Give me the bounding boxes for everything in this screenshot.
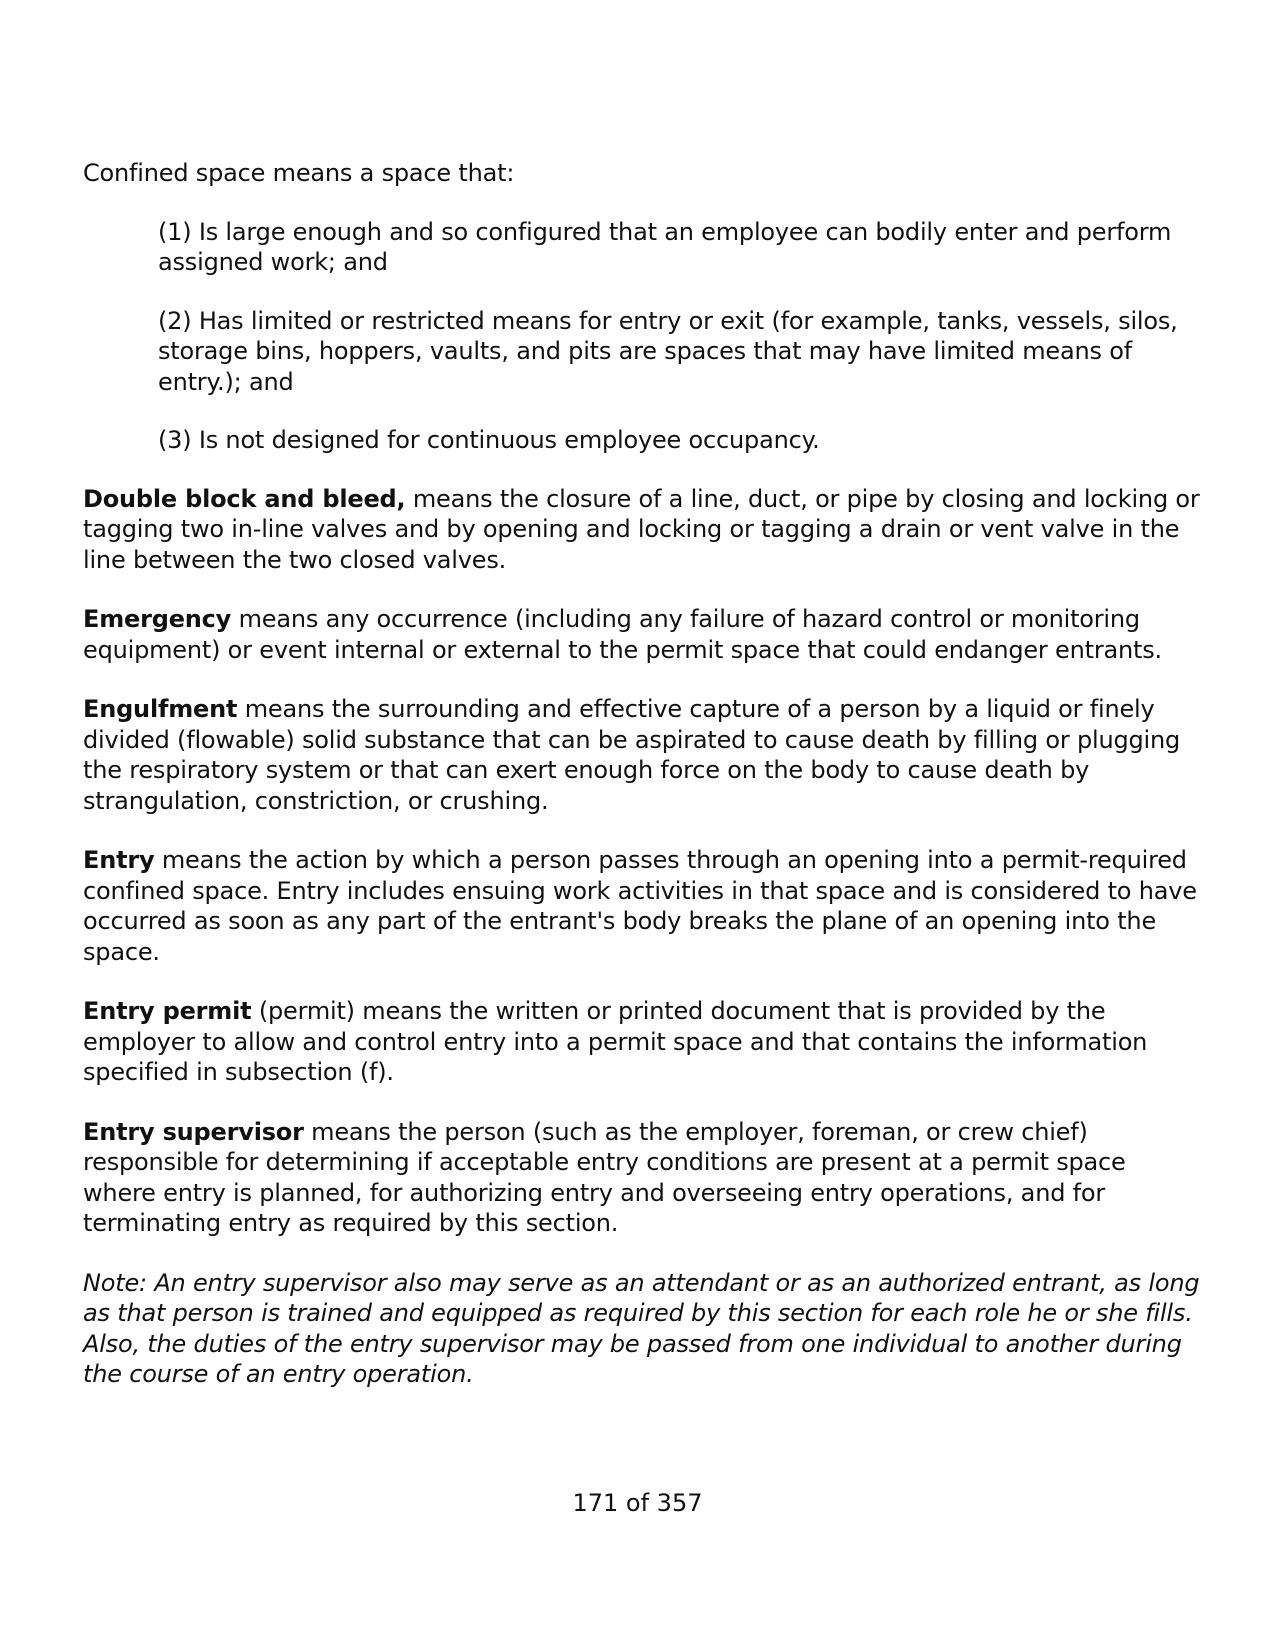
definition-emergency [83, 604, 1203, 665]
definition-term: Double block and bleed, [83, 484, 406, 513]
definition-text: means any occurrence (including any failure of hazard control or monitoring equipment) or event internal or external to the permit space that could endanger entrants. [83, 605, 1162, 664]
definition-text: (permit) means the written or printed document that is provided by the employer to allow and control entry into a permit space and that contains the information specified in subsection (f). [83, 997, 1148, 1086]
definition-term: Entry [83, 846, 155, 874]
confined-space-intro: Confined space means a space that: [83, 159, 515, 187]
confined-space-criterion-2: (2) Has limited or restricted means for entry or exit (for example, tanks, vessels, silos, storage bins, hoppers, vaults, and pits are spaces that may have limited means of entry.); and [158, 306, 1178, 396]
definition-text: means the action by which a person passes through an opening into a permit-required confined space. Entry includes ensuing work activities in that space and is considered to have occurred as soon as any part of the entrant's body breaks the plane of an opening into the space. [83, 846, 1197, 966]
entry-supervisor-note: Note: An entry supervisor also may serve as an attendant or as an authorized entrant, as long as that person is trained and equipped as required by this section for each role he or she fills. Also, the duties of the entry supervisor may be passed from one individual to another during the course of an entry operation. [83, 1268, 1200, 1388]
confined-space-criterion-1: (1) Is large enough and so configured that an employee can bodily enter and perform assigned work; and [158, 217, 1172, 276]
definition-entry-permit [83, 996, 1203, 1088]
definition-engulfment [83, 694, 1203, 816]
confined-space-criterion-3: (3) Is not designed for continuous employee occupancy. [158, 426, 820, 454]
definition-term: Entry permit [83, 997, 252, 1025]
page-number: 171 of 357 [572, 1489, 703, 1517]
definition-entry [83, 845, 1203, 967]
definition-entry-supervisor [83, 1117, 1203, 1239]
definition-term: Emergency [83, 605, 232, 633]
definition-term: Entry supervisor [83, 1117, 304, 1146]
document-body [83, 158, 1203, 1390]
definition-text: means the surrounding and effective capture of a person by a liquid or finely divided (flowable) solid substance that can be aspirated to cause death by filling or plugging the respiratory system or that can exert enough force on the body to cause death by strangulation, constriction, or crushing. [83, 695, 1181, 815]
definition-text: means the person (such as the employer, foreman, or crew chief) responsible for determining if acceptable entry conditions are present at a permit space where entry is planned, for authorizing entry and overseeing entry operations, and for terminating entry as required by this section. [83, 1117, 1126, 1237]
definition-double-block-and-bleed [83, 484, 1203, 576]
definition-text: means the closure of a line, duct, or pipe by closing and locking or tagging two in-line valves and by opening and locking or tagging a drain or vent valve in the line between the two closed valves. [83, 484, 1200, 574]
definition-term: Engulfment [83, 695, 238, 723]
